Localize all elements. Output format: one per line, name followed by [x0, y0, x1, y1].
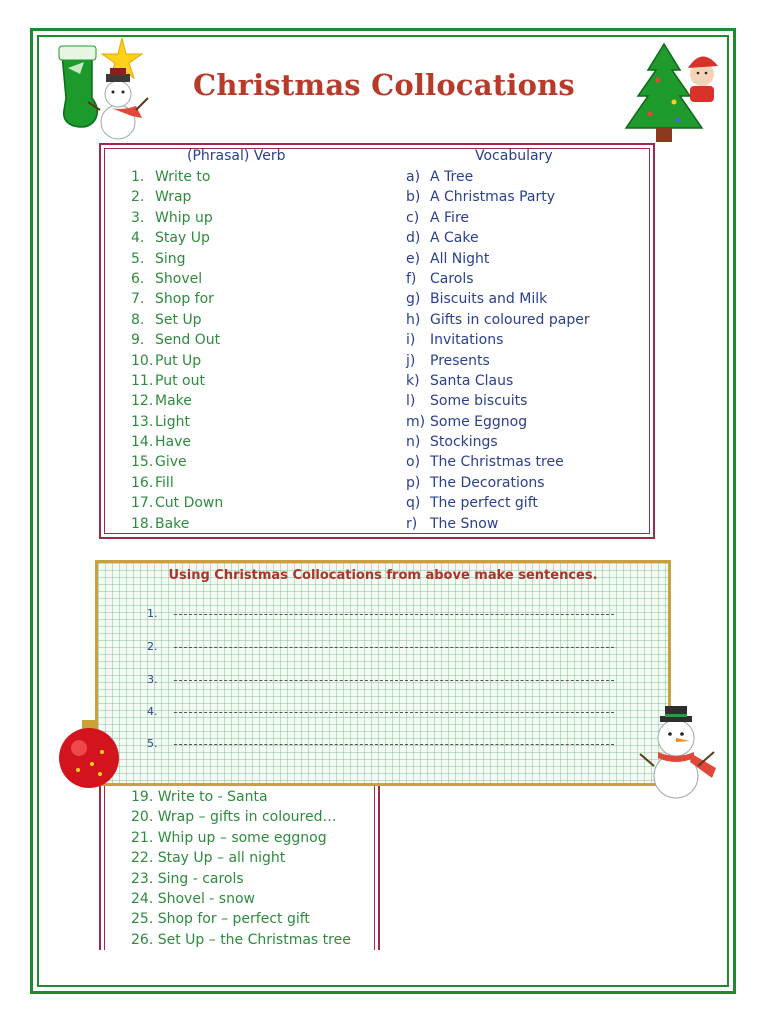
bauble-icon: [52, 716, 128, 792]
item-text: Sing: [155, 250, 186, 267]
list-item: [406, 310, 590, 330]
item-number: 12.: [131, 393, 154, 410]
list-item: [131, 187, 223, 207]
item-text: Gifts in coloured paper: [430, 311, 590, 328]
answers-list: [131, 787, 351, 950]
list-item: 23. Sing - carols: [131, 870, 244, 887]
item-number: k): [406, 372, 420, 389]
item-text: Whip up: [155, 209, 213, 226]
stocking-icon: [59, 46, 97, 127]
exercise-line-number: 5.: [147, 737, 158, 750]
item-text: Have: [155, 434, 192, 451]
item-number: q): [406, 495, 421, 512]
item-text: Light: [155, 413, 190, 430]
list-item: [406, 351, 590, 371]
item-text: The Decorations: [430, 474, 545, 491]
item-number: 16.: [131, 474, 154, 491]
item-number: 5.: [131, 250, 145, 267]
writing-line[interactable]: [174, 614, 614, 615]
writing-line[interactable]: [174, 647, 614, 648]
list-item: [406, 187, 590, 207]
list-item: [406, 412, 590, 432]
item-text: All Night: [430, 250, 490, 267]
list-item: [131, 351, 223, 371]
item-number: i): [406, 332, 416, 349]
item-text: Give: [155, 454, 187, 471]
item-text: Some biscuits: [430, 393, 528, 410]
item-number: j): [406, 352, 416, 369]
item-number: 15.: [131, 454, 154, 471]
elf-icon: [688, 56, 718, 102]
item-text: Presents: [430, 352, 490, 369]
item-number: 10.: [131, 352, 154, 369]
list-item: [406, 289, 590, 309]
item-text: Biscuits and Milk: [430, 291, 548, 308]
item-text: Put Up: [155, 352, 202, 369]
item-number: 3.: [131, 209, 145, 226]
exercise-line-number: 1.: [147, 607, 158, 620]
verb-column-header: (Phrasal) Verb: [187, 148, 286, 164]
list-item: [131, 228, 223, 248]
list-item: 21. Whip up – some eggnog: [131, 829, 327, 846]
item-number: m): [406, 413, 426, 430]
list-item: [406, 269, 590, 289]
list-item: [406, 514, 590, 534]
item-number: g): [406, 291, 421, 308]
list-item: 20. Wrap – gifts in coloured…: [131, 809, 337, 826]
item-number: d): [406, 230, 421, 247]
item-text: Bake: [155, 515, 190, 532]
item-text: Stockings: [430, 434, 498, 451]
list-item: [131, 473, 223, 493]
item-text: The Christmas tree: [430, 454, 564, 471]
christmas-tree-clipart: [618, 40, 722, 152]
list-item: [406, 208, 590, 228]
list-item: [131, 289, 223, 309]
list-item: [131, 208, 223, 228]
list-item: [131, 330, 223, 350]
item-number: h): [406, 311, 421, 328]
item-number: r): [406, 515, 418, 532]
list-item: [131, 514, 223, 534]
writing-line[interactable]: [174, 744, 614, 745]
list-item: [131, 391, 223, 411]
item-text: The perfect gift: [430, 495, 538, 512]
list-item: [406, 473, 590, 493]
item-text: Santa Claus: [430, 372, 514, 389]
item-number: o): [406, 454, 421, 471]
item-text: A Christmas Party: [430, 189, 555, 206]
item-text: Cut Down: [155, 495, 224, 512]
list-item: 22. Stay Up – all night: [131, 850, 286, 867]
item-text: Carols: [430, 270, 474, 287]
item-text: The Snow: [430, 515, 499, 532]
exercise-line-number: 3.: [147, 673, 158, 686]
item-number: n): [406, 434, 421, 451]
writing-line[interactable]: [174, 712, 614, 713]
item-text: A Cake: [430, 230, 479, 247]
item-text: Wrap: [155, 189, 192, 206]
item-text: Shop for: [155, 291, 214, 308]
item-number: 6.: [131, 270, 145, 287]
sentence-exercise-box: [95, 560, 671, 786]
item-number: b): [406, 189, 421, 206]
item-number: p): [406, 474, 421, 491]
item-text: A Fire: [430, 209, 470, 226]
list-item: [406, 432, 590, 452]
item-number: 4.: [131, 230, 145, 247]
item-number: 14.: [131, 434, 154, 451]
item-text: Stay Up: [155, 230, 210, 247]
verb-list: [131, 167, 223, 534]
list-item: [131, 249, 223, 269]
item-number: 17.: [131, 495, 154, 512]
item-text: Make: [155, 393, 192, 410]
list-item: [406, 249, 590, 269]
vocabulary-list: [406, 167, 590, 534]
list-item: [406, 391, 590, 411]
list-item: [406, 493, 590, 513]
list-item: [131, 412, 223, 432]
item-text: Shovel: [155, 270, 203, 287]
list-item: 19. Write to - Santa: [131, 789, 268, 805]
snowman-icon: [632, 696, 726, 802]
list-item: [131, 371, 223, 391]
exercise-line-number: 4.: [147, 705, 158, 718]
list-item: [406, 228, 590, 248]
list-item: 26. Set Up – the Christmas tree: [131, 931, 351, 948]
item-number: l): [406, 393, 416, 410]
writing-line[interactable]: [174, 680, 614, 681]
item-number: a): [406, 169, 421, 185]
list-item: [406, 167, 590, 187]
item-text: Write to: [155, 169, 211, 185]
item-number: 9.: [131, 332, 145, 349]
item-text: Fill: [155, 474, 174, 491]
item-number: 8.: [131, 311, 145, 328]
list-item: [406, 330, 590, 350]
item-number: 18.: [131, 515, 154, 532]
list-item: 25. Shop for – perfect gift: [131, 911, 310, 928]
item-number: 7.: [131, 291, 145, 308]
list-item: [131, 452, 223, 472]
list-item: [131, 493, 223, 513]
list-item: [131, 310, 223, 330]
item-text: Put out: [155, 372, 205, 389]
item-text: Send Out: [155, 332, 221, 349]
exercise-title: Using Christmas Collocations from above make sentences.: [168, 568, 598, 583]
item-number: f): [406, 270, 417, 287]
item-text: A Tree: [430, 169, 474, 185]
list-item: [131, 167, 223, 187]
item-number: 1.: [131, 169, 145, 185]
page-title: Christmas Collocations: [193, 68, 575, 102]
exercise-line-number: 2.: [147, 640, 158, 653]
item-number: c): [406, 209, 420, 226]
stocking-snowman-clipart: [40, 36, 168, 140]
item-text: Invitations: [430, 332, 504, 349]
vocab-column-header: Vocabulary: [475, 148, 553, 164]
list-item: 24. Shovel - snow: [131, 890, 255, 907]
snowman-icon: [88, 68, 148, 139]
list-item: [131, 432, 223, 452]
item-text: Some Eggnog: [430, 413, 528, 430]
list-item: [406, 452, 590, 472]
list-item: [131, 269, 223, 289]
item-number: 13.: [131, 413, 154, 430]
item-number: 11.: [131, 372, 154, 389]
list-item: [406, 371, 590, 391]
item-number: e): [406, 250, 421, 267]
item-text: Set Up: [155, 311, 202, 328]
item-number: 2.: [131, 189, 145, 206]
